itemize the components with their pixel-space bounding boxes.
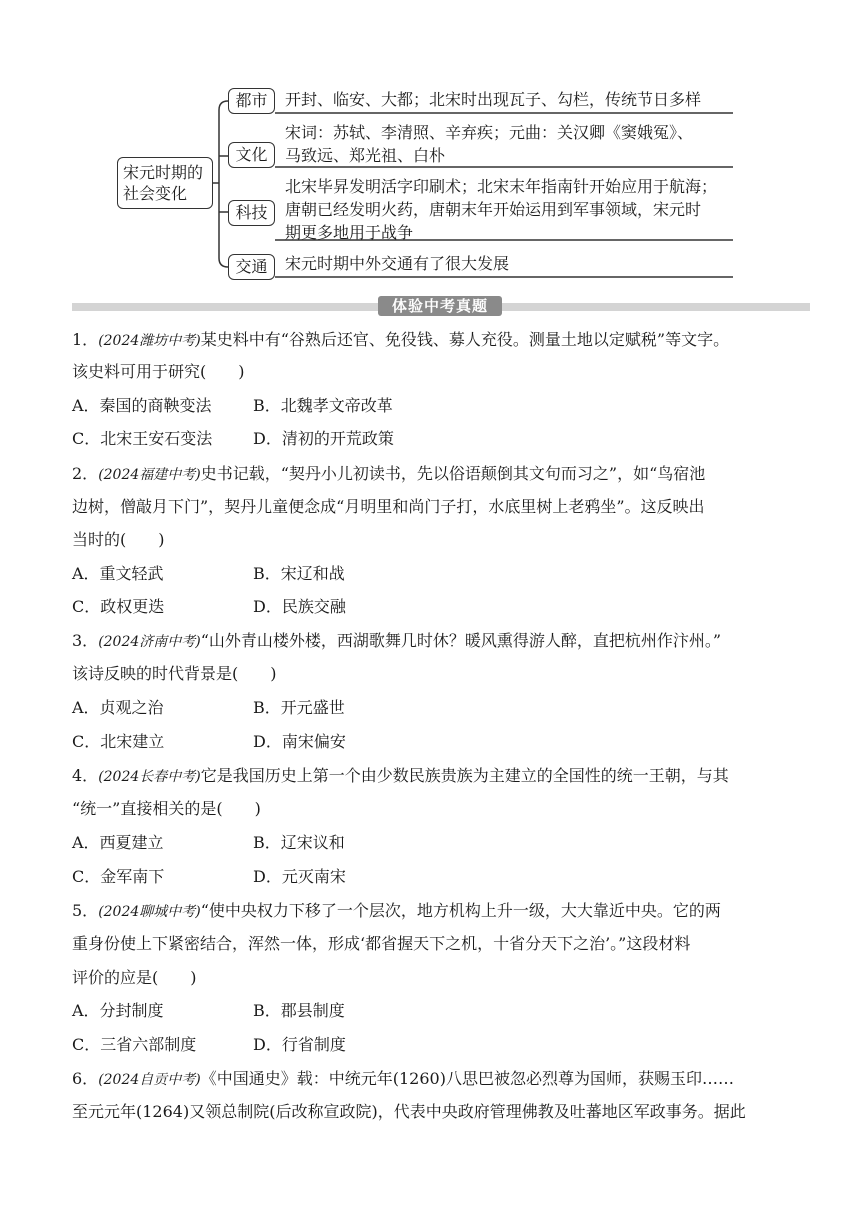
- question-4-option-a[interactable]: A．西夏建立: [72, 833, 164, 852]
- root-line-2: 社会变化: [123, 184, 188, 203]
- question-2-line-3: 当时的( ): [72, 530, 165, 549]
- question-source: (2024聊城中考): [98, 904, 201, 920]
- question-6-line-1: [72, 1068, 734, 1091]
- question-4-line-1: [72, 765, 729, 788]
- question-2-line-1: [72, 463, 705, 486]
- question-text: 史书记载，“契丹小儿初读书，先以俗语颠倒其文句而习之”，如“鸟宿池: [200, 464, 706, 483]
- branch-label-jiaotong: 交通: [228, 254, 275, 280]
- detail-line: 开封、临安、大都；北宋时出现瓦子、勾栏，传统节日多样: [285, 90, 702, 109]
- question-2-option-d[interactable]: D．民族交融: [253, 597, 346, 616]
- branch-detail-keji: [285, 175, 735, 244]
- section-title: 体验中考真题: [378, 296, 502, 316]
- branch-label-keji: 科技: [228, 200, 275, 226]
- question-4-option-b[interactable]: B．辽宋议和: [253, 833, 345, 852]
- question-1-option-d[interactable]: D．清初的开荒政策: [253, 429, 394, 448]
- question-2-option-b[interactable]: B．宋辽和战: [253, 564, 345, 583]
- branch-line-jiaotong: [219, 258, 228, 267]
- question-5-line-1: [72, 900, 721, 923]
- question-number: 5．: [72, 901, 99, 920]
- question-3-option-a[interactable]: A．贞观之治: [72, 698, 164, 717]
- question-source: (2024长春中考): [98, 769, 201, 785]
- detail-line: 北宋毕昇发明活字印刷术；北宋末年指南针开始应用于航海；: [285, 177, 718, 196]
- branch-detail-wenhua: [285, 121, 735, 167]
- question-3-option-c[interactable]: C．北宋建立: [72, 732, 165, 751]
- detail-line: 马致远、郑光祖、白朴: [285, 146, 446, 165]
- branch-line-dushi: [219, 101, 228, 110]
- question-3-option-d[interactable]: D．南宋偏安: [253, 732, 346, 751]
- question-number: 3．: [72, 631, 99, 650]
- question-1-option-b[interactable]: B．北魏孝文帝改革: [253, 396, 393, 415]
- branch-detail-jiaotong: [285, 252, 735, 275]
- question-source: (2024潍坊中考): [98, 333, 201, 349]
- detail-line: 期更多地用于战争: [285, 223, 414, 242]
- question-5-option-d[interactable]: D．行省制度: [253, 1035, 346, 1054]
- question-5-line-3: 评价的应是( ): [72, 968, 197, 987]
- question-5-option-b[interactable]: B．郡县制度: [253, 1001, 345, 1020]
- branch-label-dushi: 都市: [228, 88, 275, 114]
- question-source: (2024福建中考): [98, 467, 201, 483]
- branch-label-wenhua: 文化: [228, 142, 275, 168]
- question-4-line-2: “统一”直接相关的是( ): [72, 799, 261, 818]
- question-2-option-c[interactable]: C．政权更迭: [72, 597, 165, 616]
- question-3-line-1: [72, 630, 721, 653]
- question-3-line-2: 该诗反映的时代背景是( ): [72, 664, 277, 683]
- question-1-option-c[interactable]: C．北宋王安石变法: [72, 429, 213, 448]
- question-number: 1．: [72, 330, 99, 349]
- question-source: (2024自贡中考): [98, 1072, 201, 1088]
- question-number: 2．: [72, 464, 99, 483]
- question-2-line-2: 边树，僧敲月下门”，契丹儿童便念成“月明里和尚门子打，水底里树上老鸦坐”。这反映出: [72, 497, 705, 516]
- question-2-option-a[interactable]: A．重文轻武: [72, 564, 164, 583]
- question-text: “使中央权力下移了一个层次，地方机构上升一级，大大靠近中央。它的两: [200, 901, 721, 920]
- question-5-line-2: 重身份使上下紧密结合，浑然一体，形成‘都省握天下之机，十省分天下之治’。”这段材料: [72, 934, 691, 953]
- question-3-option-b[interactable]: B．开元盛世: [253, 698, 345, 717]
- question-6-line-2: 至元元年(1264)又领总制院(后改称宣政院)，代表中央政府管理佛教及吐蕃地区军政事务。据此: [72, 1102, 746, 1121]
- question-source: (2024济南中考): [98, 634, 201, 650]
- question-number: 4．: [72, 766, 99, 785]
- detail-line: 宋词：苏轼、李清照、辛弃疾；元曲：关汉卿《窦娥冤》、: [285, 123, 694, 142]
- root-line-1: 宋元时期的: [123, 163, 204, 182]
- question-4-option-c[interactable]: C．金军南下: [72, 867, 165, 886]
- question-5-option-a[interactable]: A．分封制度: [72, 1001, 164, 1020]
- question-1-line-1: [72, 329, 729, 352]
- question-text: “山外青山楼外楼，西湖歌舞几时休？暖风熏得游人醉，直把杭州作汴州。”: [200, 631, 722, 650]
- mindmap-root: [117, 157, 213, 209]
- section-banner: [72, 296, 810, 314]
- detail-line: 唐朝已经发明火药，唐朝末年开始运用到军事领域，宋元时: [285, 200, 702, 219]
- mindmap: [0, 0, 860, 295]
- question-5-option-c[interactable]: C．三省六部制度: [72, 1035, 197, 1054]
- question-text: 《中国通史》载：中统元年(1260)八思巴被忽必烈尊为国师，获赐玉印……: [200, 1069, 734, 1088]
- question-text: 某史料中有“谷熟后还官、免役钱、募人充役。测量土地以定赋税”等文字。: [200, 330, 730, 349]
- question-4-option-d[interactable]: D．元灭南宋: [253, 867, 346, 886]
- question-number: 6．: [72, 1069, 99, 1088]
- question-1-option-a[interactable]: A．秦国的商鞅变法: [72, 396, 212, 415]
- detail-line: 宋元时期中外交通有了很大发展: [285, 254, 510, 273]
- branch-detail-dushi: [285, 88, 735, 111]
- question-text: 它是我国历史上第一个由少数民族贵族为主建立的全国性的统一王朝，与其: [200, 766, 729, 785]
- question-1-line-2: 该史料可用于研究( ): [72, 362, 245, 381]
